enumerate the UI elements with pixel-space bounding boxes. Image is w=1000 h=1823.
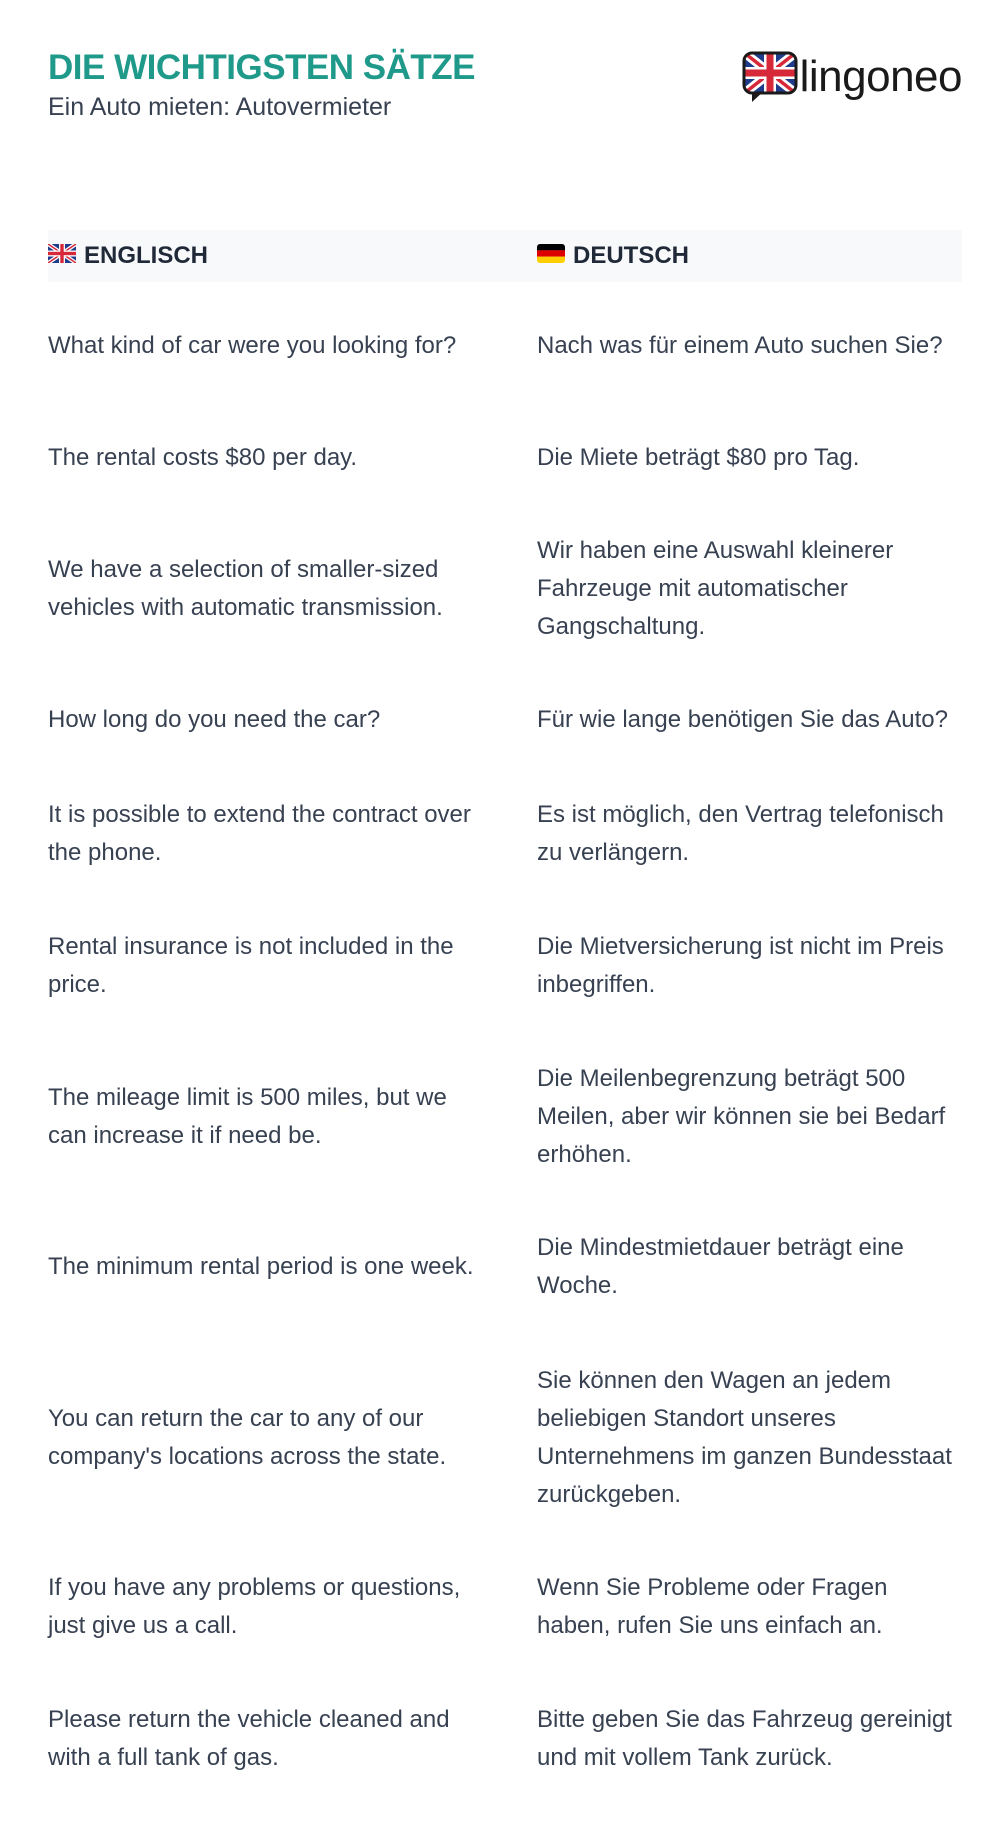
phrase-row	[48, 306, 962, 385]
phrase-row	[48, 530, 962, 648]
german-phrase: Es ist möglich, den Vertrag telefonisch zu verlängern.	[537, 800, 944, 866]
page-subtitle: Ein Auto mieten: Autovermieter	[48, 93, 392, 121]
english-phrase: How long do you need the car?	[48, 706, 381, 733]
phrase-row	[48, 794, 962, 873]
english-phrase: Please return the vehicle cleaned and with a full tank of gas.	[48, 1705, 450, 1771]
german-phrase: Bitte geben Sie das Fahrzeug gereinigt und mit vollem Tank zurück.	[537, 1705, 952, 1771]
english-phrase: We have a selection of smaller-sized vehicles with automatic transmission.	[48, 556, 443, 621]
page-title: DIE WICHTIGSTEN SÄTZE	[48, 48, 475, 87]
english-phrase: The mileage limit is 500 miles, but we can increase it if need be.	[48, 1084, 447, 1149]
column-header-english	[48, 230, 208, 282]
page-header	[48, 48, 962, 128]
uk-flag-speech-bubble-icon	[742, 51, 798, 103]
german-phrase: Wenn Sie Probleme oder Fragen haben, rufen Sie uns einfach an.	[537, 1573, 888, 1639]
column-header-german	[537, 230, 689, 282]
english-phrase: If you have any problems or questions, just give us a call.	[48, 1573, 461, 1639]
phrase-row	[48, 1699, 962, 1778]
column-header-label: ENGLISCH	[84, 242, 209, 269]
english-phrase: What kind of car were you looking for?	[48, 331, 457, 359]
german-phrase: Nach was für einem Auto suchen Sie?	[537, 331, 943, 359]
german-phrase: Die Meilenbegrenzung beträgt 500 Meilen, aber wir können sie bei Bedarf erhöhen.	[537, 1065, 946, 1168]
german-phrase: Wir haben eine Auswahl kleinerer Fahrzeuge mit automatischer Gangschaltung.	[537, 537, 894, 640]
phrase-row	[48, 1567, 962, 1646]
logo-text: lingoneo	[799, 52, 962, 101]
phrase-row	[48, 1359, 962, 1517]
phrase-row	[48, 700, 962, 740]
germany-flag-icon	[537, 242, 565, 270]
german-phrase: Die Mietversicherung ist nicht im Preis inbegriffen.	[537, 932, 944, 998]
german-phrase: Die Miete beträgt $80 pro Tag.	[537, 444, 860, 471]
lingoneo-logo[interactable]	[742, 50, 962, 104]
german-phrase: Die Mindestmietdauer beträgt eine Woche.	[537, 1233, 904, 1299]
phrase-row	[48, 438, 962, 478]
table-header	[48, 230, 962, 282]
column-header-label: DEUTSCH	[573, 242, 690, 269]
english-phrase: It is possible to extend the contract over the phone.	[48, 800, 471, 866]
english-phrase: You can return the car to any of our company's locations across the state.	[48, 1405, 447, 1470]
english-phrase: The rental costs $80 per day.	[48, 444, 358, 471]
german-phrase: Für wie lange benötigen Sie das Auto?	[537, 706, 948, 733]
uk-flag-icon	[48, 242, 76, 270]
english-phrase: The minimum rental period is one week.	[48, 1252, 474, 1280]
phrase-row	[48, 1227, 962, 1306]
german-phrase: Sie können den Wagen an jedem beliebigen Standort unseres Unternehmens im ganzen Bundesstaat zurückgeben.	[537, 1367, 952, 1508]
phrase-row	[48, 926, 962, 1005]
phrase-row	[48, 1058, 962, 1176]
english-phrase: Rental insurance is not included in the price.	[48, 932, 454, 998]
